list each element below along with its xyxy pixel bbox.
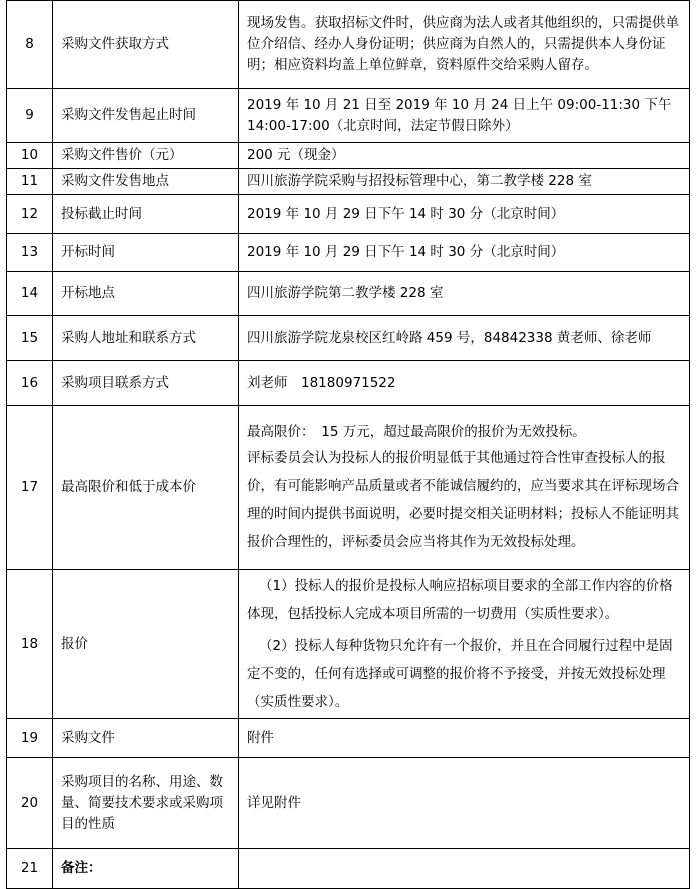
content-text: 2019 年 10 月 29 日下午 14 时 30 分（北京时间） bbox=[247, 244, 565, 260]
content-text: 四川旅游学院采购与招投标管理中心，第二教学楼 228 室 bbox=[247, 173, 592, 189]
row-item: 采购文件获取方式 bbox=[53, 1, 239, 89]
row-number: 14 bbox=[7, 272, 53, 316]
row-item: 最高限价和低于成本价 bbox=[53, 406, 239, 570]
row-number: 17 bbox=[7, 406, 53, 570]
row-item: 采购文件 bbox=[53, 719, 239, 758]
row-number: 12 bbox=[7, 195, 53, 234]
row-content bbox=[239, 89, 690, 143]
row-number: 19 bbox=[7, 719, 53, 758]
row-content bbox=[239, 272, 690, 316]
row-content bbox=[239, 406, 690, 570]
row-content bbox=[239, 758, 690, 849]
content-text: 2019 年 10 月 29 日下午 14 时 30 分（北京时间） bbox=[247, 205, 565, 222]
row-item: 采购项目联系方式 bbox=[53, 361, 239, 406]
row-content bbox=[239, 143, 690, 169]
table-row bbox=[7, 316, 690, 361]
table-row bbox=[7, 758, 690, 849]
row-item: 投标截止时间 bbox=[53, 195, 239, 234]
table-row bbox=[7, 195, 690, 234]
content-text: 现场发售。获取招标文件时，供应商为法人或者其他组织的，只需提供单位介绍信、经办人身份证明；供应商为自然人的，只需提供本人身份证明；相应资料均盖上单位鲜章，资料原件交给采购人留存。 bbox=[247, 15, 679, 73]
row-item: 采购文件发售起止时间 bbox=[53, 89, 239, 143]
table-row bbox=[7, 234, 690, 272]
row-content bbox=[239, 195, 690, 234]
table-row bbox=[7, 272, 690, 316]
row-number: 21 bbox=[7, 849, 53, 889]
row-number: 20 bbox=[7, 758, 53, 849]
table-row bbox=[7, 143, 690, 169]
table-row bbox=[7, 570, 690, 719]
content-text: 刘老师 18180971522 bbox=[247, 374, 396, 391]
content-text: 2019 年 10 月 21 日至 2019 年 10 月 24 日上午 09:00-11:30 下午 14:00-17:00（北京时间，法定节假日除外） bbox=[247, 96, 672, 134]
row-item: 采购人地址和联系方式 bbox=[53, 316, 239, 361]
row-number: 8 bbox=[7, 1, 53, 89]
row-item: 开标时间 bbox=[53, 234, 239, 272]
row-number: 9 bbox=[7, 89, 53, 143]
row-content bbox=[239, 719, 690, 758]
row-item: 采购文件发售地点 bbox=[53, 169, 239, 195]
content-text: 四川旅游学院龙泉校区红岭路 459 号，84842338 黄老师、徐老师 bbox=[247, 329, 652, 346]
table-row bbox=[7, 406, 690, 570]
content-text: 评标委员会认为投标人的报价明显低于其他通过符合性审查投标人的报价，有可能影响产品质量或者不能诚信履约的，应当要求其在评标现场合理的时间内提供书面说明，必要时提交相关证明材料；投标人不能证明其报价合理性的，评标委员会应当将其作为无效投标处理。 bbox=[247, 449, 679, 550]
content-text: 200 元（现金） bbox=[247, 147, 345, 163]
row-number: 16 bbox=[7, 361, 53, 406]
row-item: 备注： bbox=[53, 849, 239, 889]
table-row bbox=[7, 89, 690, 143]
row-item: 开标地点 bbox=[53, 272, 239, 316]
row-item: 采购项目的名称、用途、数量、简要技术要求或采购项目的性质 bbox=[53, 758, 239, 849]
content-text: 四川旅游学院第二教学楼 228 室 bbox=[247, 285, 444, 301]
row-number: 13 bbox=[7, 234, 53, 272]
content-text: （2）投标人每种货物只允许有一个报价，并且在合同履行过程中是固定不变的，任何有选择或可调整的报价将不予接受，并按无效投标处理（实质性要求）。 bbox=[247, 638, 673, 710]
table-row bbox=[7, 1, 690, 89]
row-number: 15 bbox=[7, 316, 53, 361]
table-row bbox=[7, 361, 690, 406]
row-number: 18 bbox=[7, 570, 53, 719]
content-text: 详见附件 bbox=[247, 794, 301, 811]
row-content bbox=[239, 1, 690, 89]
row-number: 11 bbox=[7, 169, 53, 195]
row-item: 报价 bbox=[53, 570, 239, 719]
table-row bbox=[7, 719, 690, 758]
row-content bbox=[239, 234, 690, 272]
table-row bbox=[7, 169, 690, 195]
row-content bbox=[239, 570, 690, 719]
row-number: 10 bbox=[7, 143, 53, 169]
content-text: 最高限价： 15 万元，超过最高限价的报价为无效投标。 bbox=[247, 423, 586, 440]
procurement-info-table bbox=[6, 0, 690, 889]
row-content bbox=[239, 361, 690, 406]
content-text: 附件 bbox=[247, 729, 274, 746]
row-content bbox=[239, 169, 690, 195]
content-text: （1）投标人的报价是投标人响应招标项目要求的全部工作内容的价格体现，包括投标人完成本项目所需的一切费用（实质性要求）。 bbox=[247, 578, 673, 622]
row-content bbox=[239, 316, 690, 361]
row-item: 采购文件售价（元） bbox=[53, 143, 239, 169]
